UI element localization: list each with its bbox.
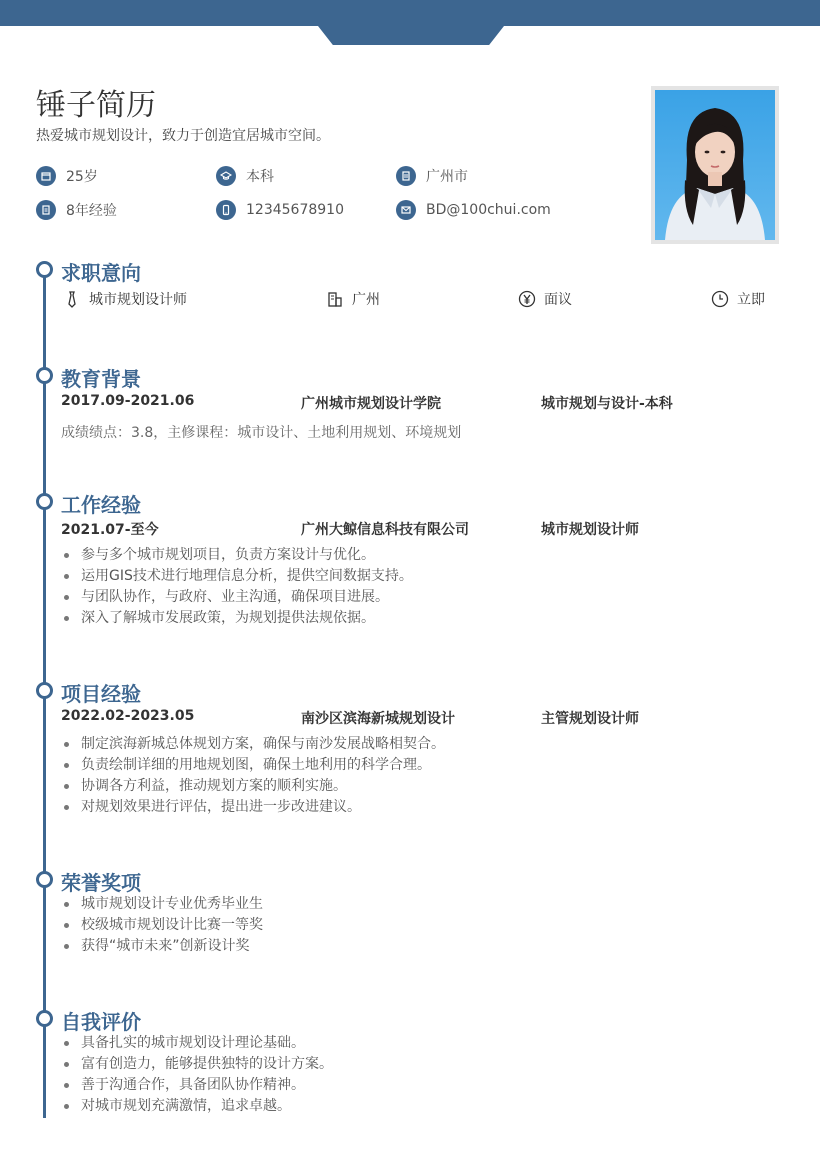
education-date: 2017.09-2021.06 [61,393,195,409]
section-title-work: 工作经验 [61,493,141,517]
work-company: 广州大鲸信息科技有限公司 [301,522,469,538]
calendar-icon [36,166,56,186]
list-item: 对规划效果进行评估，提出进一步改进建议。 [61,797,445,818]
work-role: 城市规划设计师 [541,522,639,538]
list-item: 富有创造力，能够提供独特的设计方案。 [61,1054,333,1075]
list-item: 与团队协作，与政府、业主沟通，确保项目进展。 [61,587,413,608]
info-email-text: BD@100chui.com [426,202,551,218]
timeline-dot [36,493,53,510]
list-item: 运用GIS技术进行地理信息分析，提供空间数据支持。 [61,566,413,587]
intent-availability-text: 立即 [737,292,765,308]
top-banner [0,0,820,26]
info-age [36,166,98,186]
intent-salary-text: 面议 [544,292,572,308]
yen-icon [518,290,536,308]
list-item: 城市规划设计专业优秀毕业生 [61,894,263,915]
timeline-dot [36,367,53,384]
intent-city [326,289,380,309]
list-item: 负责绘制详细的用地规划图，确保土地利用的科学合理。 [61,755,445,776]
list-item: 深入了解城市发展政策，为规划提供法规依据。 [61,608,413,629]
education-school: 广州城市规划设计学院 [301,396,441,412]
info-degree [216,166,274,186]
section-title-education: 教育背景 [61,367,141,391]
intent-salary [518,289,572,309]
list-item: 对城市规划充满激情，追求卓越。 [61,1096,333,1117]
education-major: 城市规划与设计-本科 [541,396,673,412]
list-item: 协调各方利益，推动规划方案的顺利实施。 [61,776,445,797]
info-phone-text: 12345678910 [246,202,344,218]
project-bullet-list [61,734,445,818]
education-detail: 成绩绩点：3.8，主修课程：城市设计、土地利用规划、环境规划 [61,425,462,441]
list-item: 参与多个城市规划项目，负责方案设计与优化。 [61,545,413,566]
tie-icon [63,290,81,308]
timeline-dot [36,261,53,278]
project-role: 主管规划设计师 [541,711,639,727]
graduation-cap-icon [216,166,236,186]
info-phone [216,200,344,220]
work-bullet-list [61,545,413,629]
building-icon [396,166,416,186]
section-title-intent: 求职意向 [61,261,141,285]
section-title-project: 项目经验 [61,682,141,706]
list-item: 善于沟通合作，具备团队协作精神。 [61,1075,333,1096]
intent-position [63,289,187,309]
info-email [396,200,551,220]
info-experience-text: 8年经验 [66,203,117,219]
resume-motto: 热爱城市规划设计，致力于创造宜居城市空间。 [36,128,330,144]
section-title-honors: 荣誉奖项 [61,871,141,895]
intent-availability [711,289,765,309]
document-icon [36,200,56,220]
intent-position-text: 城市规划设计师 [89,292,187,308]
top-banner-tab [318,26,504,45]
project-date: 2022.02-2023.05 [61,708,195,724]
mail-icon [396,200,416,220]
timeline-dot [36,871,53,888]
city-icon [326,290,344,308]
resume-name: 锤子简历 [36,88,156,123]
project-name: 南沙区滨海新城规划设计 [301,711,455,727]
info-experience [36,200,117,220]
intent-city-text: 广州 [352,292,380,308]
phone-icon [216,200,236,220]
honors-bullet-list [61,894,263,957]
profile-photo [651,86,779,244]
work-date: 2021.07-至今 [61,522,159,538]
clock-icon [711,290,729,308]
list-item: 校级城市规划设计比赛一等奖 [61,915,263,936]
list-item: 制定滨海新城总体规划方案，确保与南沙发展战略相契合。 [61,734,445,755]
info-degree-text: 本科 [246,169,274,185]
timeline-dot [36,1010,53,1027]
list-item: 具备扎实的城市规划设计理论基础。 [61,1033,333,1054]
timeline-dot [36,682,53,699]
info-age-text: 25岁 [66,169,98,185]
self-bullet-list [61,1033,333,1117]
info-city-text: 广州市 [426,169,468,185]
list-item: 获得“城市未来”创新设计奖 [61,936,263,957]
info-city [396,166,468,186]
section-title-self: 自我评价 [61,1010,141,1034]
